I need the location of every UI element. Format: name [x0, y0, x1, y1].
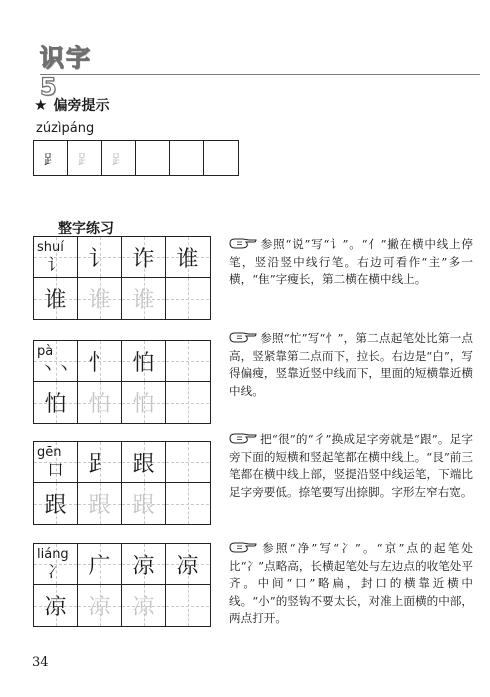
strip-cell — [170, 141, 204, 175]
lesson-title: 识字 5 — [40, 44, 92, 101]
strip-cell: 𧾷 — [102, 141, 136, 175]
practice-grid — [33, 340, 211, 424]
stroke-char: 口 — [47, 460, 64, 479]
writing-tip: 参照“说”写“讠”。“亻”撇在横中线上停笔，竖沿竖中线行笔。右边可看作“主”多一横，“隹”字瘦长，第二横在横中线上。 — [229, 237, 473, 286]
full-char: 谁 — [176, 246, 199, 272]
writing-tip: 参照“忙”写“忄”，第二点起笔处比第一点高，竖紧靠第二点而下，拉长。右边是“白”，写得偏瘦，竖靠近竖中线而下，里面的短横靠近横中线。 — [229, 331, 473, 398]
title-divider — [40, 74, 480, 75]
full-char: 凉 — [176, 553, 199, 579]
practice-grid — [33, 441, 211, 525]
strip-cell — [204, 141, 238, 175]
pinyin-label: shuí — [37, 240, 64, 255]
pointing-hand-icon — [229, 331, 257, 343]
trace-char: 跟 — [88, 493, 111, 518]
radical-practice-strip — [33, 140, 239, 176]
star-icon: ★ — [34, 95, 48, 114]
model-char: 凉 — [44, 595, 67, 620]
stroke-char: 讠 — [88, 246, 111, 272]
section-title: 偏旁提示 — [53, 98, 110, 114]
trace-char: 谁 — [132, 288, 155, 313]
trace-char: 跟 — [132, 493, 155, 518]
radical-pinyin: zúzìpáng — [36, 121, 95, 136]
pinyin-label: liáng — [37, 547, 69, 562]
trace-char: 怕 — [88, 392, 111, 417]
strip-cell: 𧾷 — [34, 141, 68, 175]
pinyin-label: gēn — [37, 445, 62, 460]
pointing-hand-icon — [229, 237, 257, 249]
section-radical-tips — [34, 95, 109, 115]
stroke-char: 广 — [88, 553, 111, 579]
stroke-char: 讠 — [47, 255, 64, 274]
pointing-hand-icon — [229, 432, 257, 444]
writing-tip: 把“很”的“彳”换成足字旁就是“跟”。足字旁下面的短横和竖起笔都在横中线上。“艮”前三笔都在横中线上部，竖提沿竖中线运笔，下端比足字旁要低。捺笔要写出捺脚。字形左窄右宽。 — [229, 432, 473, 499]
stroke-char: 诈 — [132, 246, 155, 272]
model-char: 谁 — [44, 288, 67, 313]
trace-char: 怕 — [132, 392, 155, 417]
stroke-char: 丶丶 — [39, 359, 72, 378]
model-char: 跟 — [44, 493, 67, 518]
trace-char: 凉 — [132, 595, 155, 620]
section-whole-char-practice: 整字练习 — [58, 221, 114, 237]
full-char: 跟 — [132, 451, 155, 477]
practice-grid — [33, 236, 211, 320]
page-number: 34 — [32, 655, 49, 670]
stroke-char: 忄 — [88, 350, 111, 376]
practice-grid — [33, 543, 211, 627]
strip-cell: 𧾷 — [68, 141, 102, 175]
pinyin-label: pà — [37, 344, 54, 359]
writing-tip: 参照“净”写“冫”。“京”点的起笔处比“冫”点略高，长横起笔处与左边点的收笔处平齐。中间“口”略扁，封口的横靠近横中线。“小”的竖钩不要太长，对准上面横的中部，两点打开。 — [229, 541, 473, 625]
trace-char: 谁 — [88, 288, 111, 313]
full-char: 怕 — [132, 350, 155, 376]
trace-char: 凉 — [88, 595, 111, 620]
model-char: 怕 — [44, 392, 67, 417]
stroke-char: 冫 — [47, 562, 64, 581]
stroke-char: 𧾷 — [88, 451, 111, 477]
stroke-char: 凉 — [132, 553, 155, 579]
pointing-hand-icon — [229, 541, 257, 553]
strip-cell — [136, 141, 170, 175]
